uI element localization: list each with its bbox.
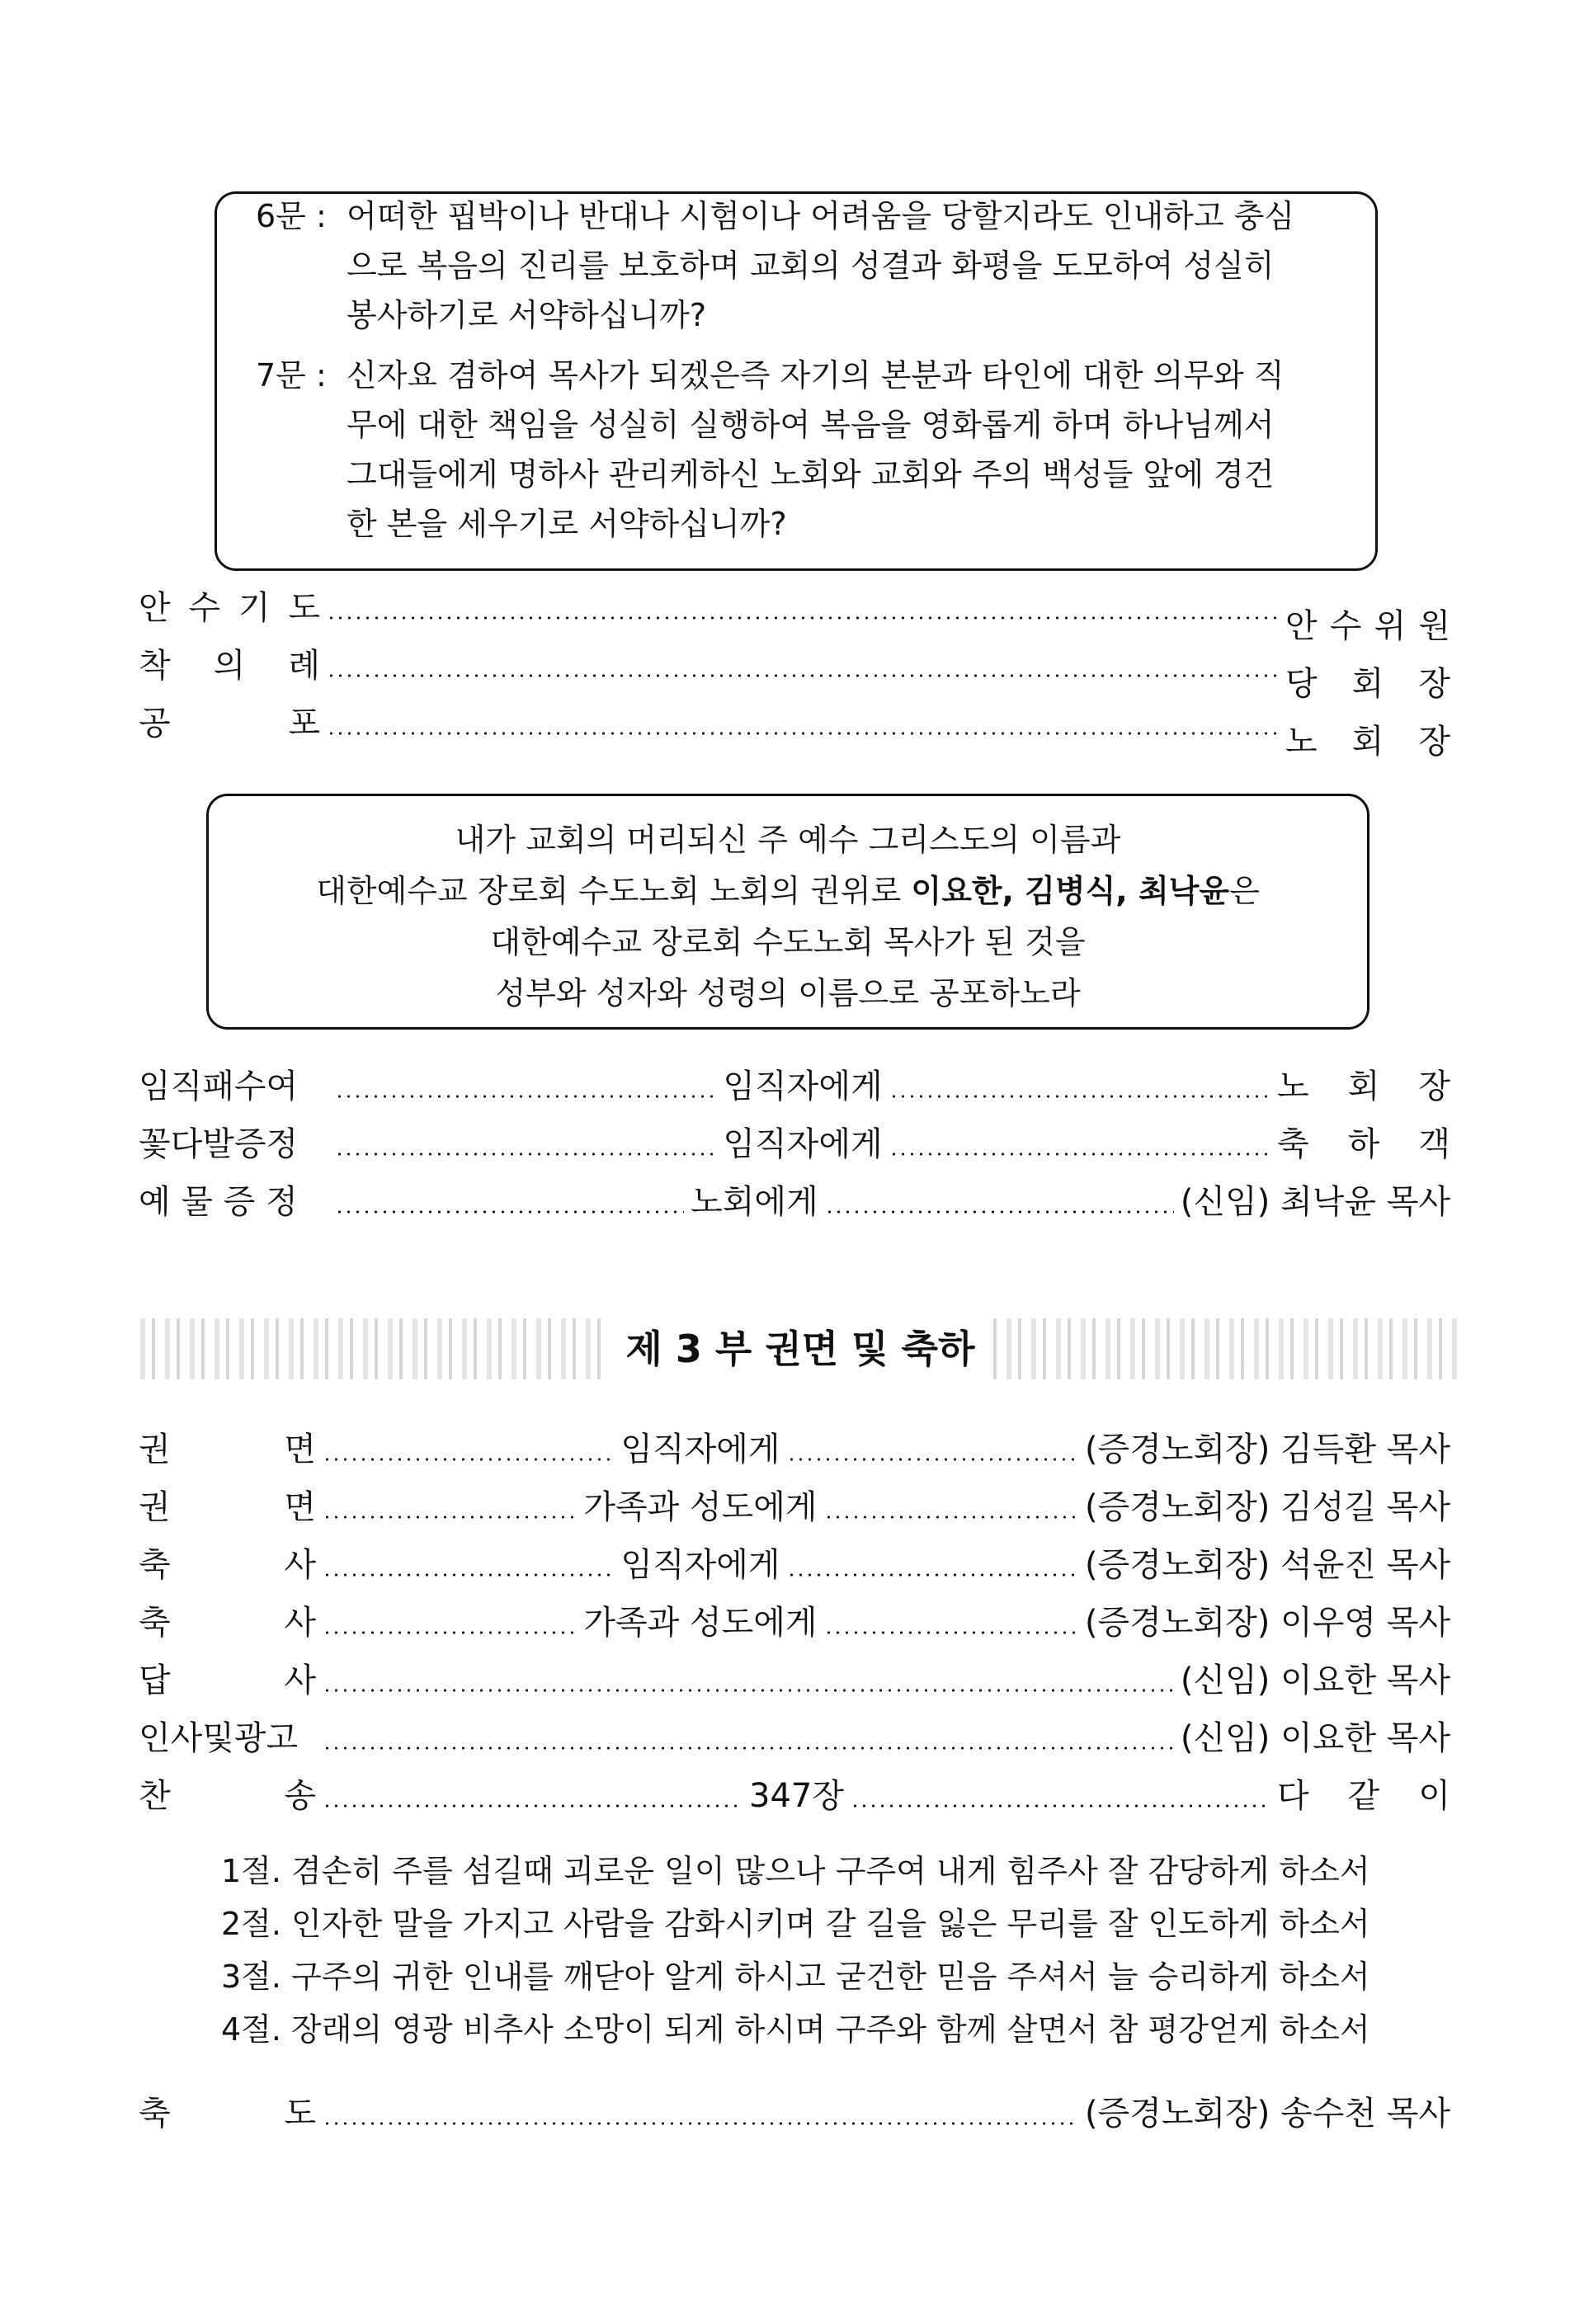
- leader-dots: [825, 1210, 1174, 1214]
- declaration-line: 성부와 성자와 성령의 이름으로 공포하노라: [495, 975, 1081, 1011]
- vow-number: 6문 :: [256, 198, 327, 234]
- row-benediction: 축 도 (증경노회장) 송수천 목사: [139, 2087, 1450, 2137]
- leader-dots: [335, 1210, 684, 1214]
- row-recipient: 가족과 성도에게: [583, 1604, 818, 1642]
- hymn-verse: 4절. 장래의 영광 비추사 소망이 되게 하시며 구주와 함께 살면서 참 평강얻게 하소서: [221, 2011, 1370, 2048]
- row-right: 다 같 이: [1277, 1777, 1450, 1815]
- leader-dots: [323, 2122, 1078, 2125]
- vow-line: 어떠한 핍박이나 반대나 시험이나 어려움을 당할지라도 인내하고 충심: [346, 198, 1295, 234]
- leader-dots: [335, 1153, 716, 1156]
- vow-line: 한 본을 세우기로 서약하십니까?: [346, 506, 787, 542]
- vow-6: [256, 191, 1353, 340]
- leader-dots: [889, 1153, 1270, 1156]
- row-recipient: 임직자에게: [620, 1546, 780, 1584]
- row-proclamation: 공 포 노 회 장: [139, 697, 1450, 747]
- vow-7: [256, 351, 1353, 549]
- leader-dots: [851, 1804, 1270, 1808]
- row-right: 당 회 장: [1285, 665, 1450, 703]
- row-right: 축 하 객: [1277, 1125, 1450, 1163]
- row-right: (신임) 이요한 목사: [1180, 1662, 1450, 1699]
- row-congratulation: 축 사 가족과 성도에게 (증경노회장) 이우영 목사: [139, 1596, 1450, 1646]
- vow-line: 으로 복음의 진리를 보호하며 교회의 성결과 화평을 도모하여 성실히: [346, 247, 1275, 284]
- row-right: (증경노회장) 석윤진 목사: [1084, 1546, 1450, 1584]
- declaration-line: 대한예수교 장로회 수도노회 목사가 된 것을: [490, 924, 1086, 960]
- row-right: 안 수 위 원: [1285, 607, 1450, 645]
- leader-dots: [787, 1458, 1078, 1461]
- row-response: 답 사 (신임) 이요한 목사: [139, 1654, 1450, 1704]
- row-recipient: 임직자에게: [723, 1068, 883, 1105]
- row-hymn: 찬 송 347장 다 같 이: [139, 1770, 1450, 1819]
- row-gift: 예 물 증 정 노회에게 (신임) 최낙윤 목사: [139, 1176, 1450, 1225]
- hymn-verse: 2절. 인자한 말을 가지고 사람을 감화시키며 갈 길을 잃은 무리를 잘 인도하게 하소서: [221, 1906, 1370, 1942]
- row-right: (증경노회장) 김성길 목사: [1084, 1488, 1450, 1526]
- leader-dots: [323, 1689, 1174, 1692]
- leader-dots: [323, 1631, 577, 1634]
- vow-line: 신자요 겸하여 목사가 되겠은즉 자기의 본분과 타인에 대한 의무와 직: [346, 357, 1285, 394]
- leader-dots: [327, 674, 1279, 677]
- leader-dots: [323, 1573, 614, 1577]
- row-congratulation: 축 사 임직자에게 (증경노회장) 석윤진 목사: [139, 1539, 1450, 1588]
- leader-dots: [323, 1458, 614, 1461]
- leader-dots: [787, 1573, 1078, 1577]
- leader-dots: [335, 1095, 716, 1098]
- leader-dots: [327, 732, 1279, 735]
- row-announcements: 인사및광고 (신임) 이요한 목사: [139, 1712, 1450, 1761]
- leader-dots: [824, 1516, 1078, 1519]
- leader-dots: [824, 1631, 1078, 1634]
- row-right: (증경노회장) 송수천 목사: [1084, 2095, 1450, 2133]
- row-recipient: 임직자에게: [620, 1431, 780, 1468]
- leader-dots: [889, 1095, 1270, 1098]
- row-plaque: 임직패수여 임직자에게 노 회 장: [139, 1060, 1450, 1110]
- row-recipient: 노회에게: [691, 1183, 818, 1221]
- declaration-line: 대한예수교 장로회 수도노회 노회의 권위로 이요한, 김병식, 최낙윤은: [316, 873, 1260, 909]
- hymn-verse: 3절. 구주의 귀한 인내를 깨닫아 알게 하시고 굳건한 믿음 주셔서 늘 승리하게 하소서: [221, 1959, 1370, 1995]
- row-right: (신임) 이요한 목사: [1180, 1719, 1450, 1757]
- row-vesting: 착 의 례 당 회 장: [139, 639, 1450, 689]
- ordinand-names: 이요한, 김병식, 최낙윤: [911, 873, 1230, 909]
- row-recipient: 가족과 성도에게: [583, 1488, 818, 1526]
- vow-number: 7문 :: [256, 357, 327, 394]
- declaration-line: 내가 교회의 머리되신 주 예수 그리스도의 이름과: [455, 822, 1121, 858]
- leader-dots: [323, 1804, 742, 1808]
- row-right: (증경노회장) 김득환 목사: [1084, 1431, 1450, 1468]
- hymn-number: 347장: [749, 1777, 844, 1815]
- row-flowers: 꽃다발증정 임직자에게 축 하 객: [139, 1118, 1450, 1167]
- leader-dots: [323, 1747, 1174, 1750]
- row-recipient: 임직자에게: [723, 1125, 883, 1163]
- row-exhortation: 권 면 임직자에게 (증경노회장) 김득환 목사: [139, 1423, 1450, 1473]
- vow-line: 봉사하기로 서약하십니까?: [346, 297, 707, 333]
- row-right: 노 회 장: [1285, 723, 1450, 761]
- vow-line: 무에 대한 책임을 성실히 실행하여 복음을 영화롭게 하며 하나님께서: [346, 407, 1275, 443]
- leader-dots: [323, 1516, 577, 1519]
- row-exhortation: 권 면 가족과 성도에게 (증경노회장) 김성길 목사: [139, 1481, 1450, 1530]
- row-ordination-prayer: 안 수 기 도 안 수 위 원: [139, 582, 1450, 631]
- row-right: 노 회 장: [1277, 1068, 1450, 1105]
- section-title: 제 3 부 권면 및 축하: [610, 1317, 990, 1381]
- row-right: (신임) 최낙윤 목사: [1180, 1183, 1450, 1221]
- leader-dots: [327, 616, 1279, 620]
- row-right: (증경노회장) 이우영 목사: [1084, 1604, 1450, 1642]
- vow-line: 그대들에게 명하사 관리케하신 노회와 교회와 주의 백성들 앞에 경건: [346, 456, 1275, 493]
- hymn-verse: 1절. 겸손히 주를 섬길때 괴로운 일이 많으나 구주여 내게 힘주사 잘 감당하게 하소서: [221, 1853, 1370, 1889]
